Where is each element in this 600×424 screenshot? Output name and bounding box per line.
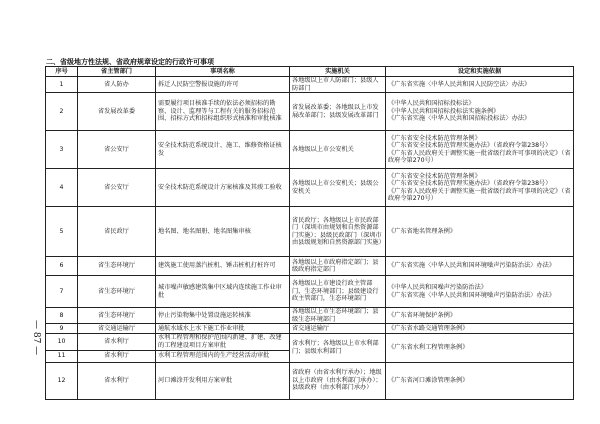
row-item: 水利工程管理和保护范围内新建、扩建、改建的工程建设项目方案审批: [156, 334, 290, 350]
row-item: 安全技术防范系统设计、施工、维修资格证核发: [156, 131, 290, 169]
header-basis: 设定和实施依据: [386, 67, 574, 77]
table-row: [46, 362, 574, 399]
row-agency: 各地级以上市建设行政主管部门，生态环境部门；县级建设行政主管部门，生态环境部门: [290, 276, 386, 308]
row-item: 安全技术防范系统设计方案核准及其竣工验收: [156, 169, 290, 207]
row-basis: 《广东省环境保护条例》: [386, 308, 574, 324]
table-row: [46, 324, 574, 334]
row-dept: 省公安厅: [78, 131, 156, 169]
header-dept: 省主管部门: [78, 67, 156, 77]
row-agency: 省水利厅；各地级以上市水利部门；县级水利部门: [290, 334, 386, 362]
row-agency: 各地级以上市人防部门；县级人防部门: [290, 77, 386, 93]
row-item: 拆迁人民防空警报设施的许可: [156, 77, 290, 93]
row-item: 水利工程管理范围内的生产经营活动审批: [156, 350, 290, 362]
row-dept: 省生态环境厅: [78, 276, 156, 308]
row-number: 1: [46, 77, 78, 93]
header-no: 序号: [46, 67, 78, 77]
row-basis: 《广东省安全技术防范管理条例》 《广东省安全技术防范管理实施办法》（省政府令第238号） 《广东省人民政府关于调整实施一批省级行政许可事项的决定》（省政府令第270号）: [386, 131, 574, 169]
row-agency: 省发展改革委；各地级以上市发展改革部门；县级发展改革部门: [290, 93, 386, 131]
row-basis: 《广东省地名管理条例》: [386, 207, 574, 257]
page-number: [27, 320, 41, 355]
row-number: 6: [46, 257, 78, 276]
row-agency: 省政府（由省水利厅承办）；地级以上市政府（由水利部门承办）；县级政府（由水利部门承办）: [290, 362, 386, 399]
row-basis: 《广东省实施〈中华人民共和国人民防空法〉办法》: [386, 77, 574, 93]
licensing-items-table: [45, 66, 574, 400]
row-basis: 《广东省实施〈中华人民共和国环境噪声污染防治法〉办法》: [386, 257, 574, 276]
row-dept: 省公安厅: [78, 169, 156, 207]
row-item: 通航水域水上水下施工作业审批: [156, 324, 290, 334]
row-number: 10: [46, 334, 78, 350]
row-basis: 《广东省水利工程管理条例》: [386, 334, 574, 362]
row-agency: 省民政厅；各地级以上市民政部门（深圳市由规划和自然资源部门实施）；县级民政部门（深圳市由县级规划和自然资源部门实施）: [290, 207, 386, 257]
row-number: 12: [46, 362, 78, 399]
row-item: 城市噪声敏感建筑集中区域内连续施工作业审批: [156, 276, 290, 308]
table-row: [46, 257, 574, 276]
row-item: 需要履行项目核准手续的依法必须招标的勘察、设计、监理等与工程有关的服务招标范围、招标方式和招标组织形式核准和审批核准: [156, 93, 290, 131]
row-dept: 省交通运输厅: [78, 324, 156, 334]
section-heading: 二、省级地方性法规、省政府规章设定的行政许可事项: [46, 58, 214, 66]
row-number: 9: [46, 324, 78, 334]
row-number: 2: [46, 93, 78, 131]
table-row: [46, 131, 574, 169]
row-number: 8: [46, 308, 78, 324]
row-item: 建筑施工使用蒸汽桩机、锤击桩机打桩许可: [156, 257, 290, 276]
row-dept: 省水利厅: [78, 334, 156, 350]
table-row: [46, 207, 574, 257]
table-row: [46, 334, 574, 350]
row-dept: 省水利厅: [78, 362, 156, 399]
row-dept: 省生态环境厅: [78, 257, 156, 276]
row-basis: 《广东省河口滩涂管理条例》: [386, 362, 574, 399]
row-dept: 省生态环境厅: [78, 308, 156, 324]
header-agency: 实施机关: [290, 67, 386, 77]
row-item: 河口滩涂开发利用方案审批: [156, 362, 290, 399]
table-row: [46, 276, 574, 308]
row-number: 5: [46, 207, 78, 257]
table-header-row: [46, 67, 574, 77]
table-row: [46, 308, 574, 324]
row-item: 地名图、地名图册、地名图集审核: [156, 207, 290, 257]
table-row: [46, 169, 574, 207]
row-agency: 各地级以上市生态环境部门；县级生态环境部门: [290, 308, 386, 324]
row-number: 3: [46, 131, 78, 169]
row-dept: 省水利厅: [78, 350, 156, 362]
row-basis: 《中华人民共和国噪声污染防治法》 《广东省实施〈中华人民共和国环境噪声污染防治法〉办法》: [386, 276, 574, 308]
row-dept: 省发展改革委: [78, 93, 156, 131]
row-basis: 《广东省水路交通管理条例》: [386, 324, 574, 334]
row-basis: 《广东省安全技术防范管理条例》 《广东省安全技术防范管理实施办法》（省政府令第238号） 《广东省人民政府关于调整实施一批省级行政许可事项的决定》（省政府令第270号）: [386, 169, 574, 207]
row-dept: 省民政厅: [78, 207, 156, 257]
row-agency: 各地级以上市公安机关: [290, 131, 386, 169]
page-number-text: — 87 —: [31, 320, 41, 356]
row-agency: 省交通运输厅: [290, 324, 386, 334]
table-row: [46, 77, 574, 93]
row-number: 4: [46, 169, 78, 207]
row-agency: 各地级以上市政府指定部门；县级政府指定部门: [290, 257, 386, 276]
header-item: 事项名称: [156, 67, 290, 77]
row-agency: 各地级以上市公安机关；县级公安机关: [290, 169, 386, 207]
row-number: 11: [46, 350, 78, 362]
row-number: 7: [46, 276, 78, 308]
table-row: [46, 93, 574, 131]
row-basis: 《中华人民共和国招标投标法》 《中华人民共和国招标投标法实施条例》 《广东省实施〈中华人民共和国招标投标法〉办法》: [386, 93, 574, 131]
row-dept: 省人防办: [78, 77, 156, 93]
row-item: 停止污染物集中处置设施运转核准: [156, 308, 290, 324]
